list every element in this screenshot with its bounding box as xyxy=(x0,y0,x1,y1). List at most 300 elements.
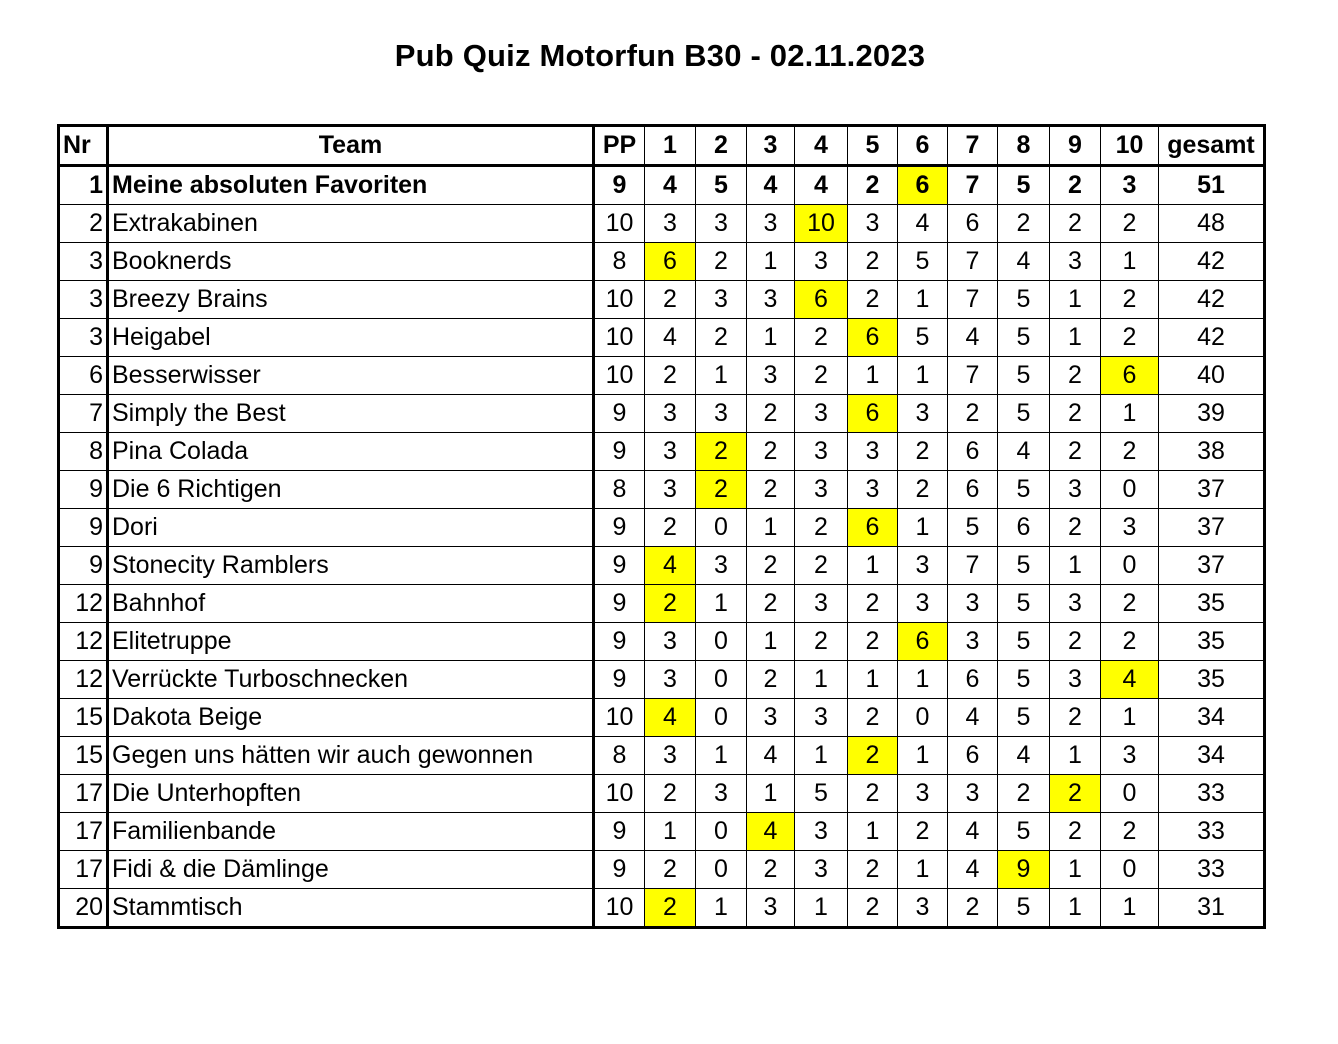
round-score-cell: 1 xyxy=(1050,319,1101,357)
table-row xyxy=(59,813,1265,851)
table-row xyxy=(59,737,1265,775)
round-score-cell: 2 xyxy=(848,737,898,775)
round-score-cell: 3 xyxy=(948,775,998,813)
round-score-cell: 2 xyxy=(1101,813,1159,851)
round-score-cell: 2 xyxy=(747,471,795,509)
round-score-cell: 1 xyxy=(898,661,948,699)
round-score-cell: 2 xyxy=(1050,395,1101,433)
round-score-cell: 1 xyxy=(898,357,948,395)
round-score-cell: 4 xyxy=(645,547,696,585)
pp-cell: 10 xyxy=(594,699,645,737)
table-row xyxy=(59,585,1265,623)
round-score-cell: 7 xyxy=(948,547,998,585)
round-score-cell: 1 xyxy=(898,509,948,547)
pp-cell: 8 xyxy=(594,471,645,509)
table-row xyxy=(59,547,1265,585)
round-score-cell: 1 xyxy=(1101,889,1159,928)
team-name-cell: Stonecity Ramblers xyxy=(108,547,594,585)
header-round-3: 3 xyxy=(747,126,795,166)
round-score-cell: 2 xyxy=(1050,509,1101,547)
round-score-cell: 6 xyxy=(898,166,948,205)
table-row xyxy=(59,509,1265,547)
team-name-cell: Besserwisser xyxy=(108,357,594,395)
round-score-cell: 2 xyxy=(795,509,848,547)
round-score-cell: 6 xyxy=(898,623,948,661)
pp-cell: 9 xyxy=(594,661,645,699)
round-score-cell: 3 xyxy=(747,889,795,928)
round-score-cell: 1 xyxy=(696,889,747,928)
round-score-cell: 4 xyxy=(645,699,696,737)
round-score-cell: 2 xyxy=(1050,813,1101,851)
round-score-cell: 1 xyxy=(848,813,898,851)
round-score-cell: 3 xyxy=(795,433,848,471)
table-row xyxy=(59,243,1265,281)
round-score-cell: 4 xyxy=(795,166,848,205)
round-score-cell: 6 xyxy=(1101,357,1159,395)
round-score-cell: 2 xyxy=(645,889,696,928)
round-score-cell: 6 xyxy=(948,737,998,775)
rank-cell: 17 xyxy=(59,813,108,851)
header-nr: Nr xyxy=(59,126,108,166)
round-score-cell: 2 xyxy=(696,433,747,471)
pp-cell: 10 xyxy=(594,319,645,357)
round-score-cell: 3 xyxy=(848,471,898,509)
round-score-cell: 2 xyxy=(1101,281,1159,319)
round-score-cell: 2 xyxy=(898,813,948,851)
round-score-cell: 3 xyxy=(848,205,898,243)
round-score-cell: 3 xyxy=(948,623,998,661)
table-row xyxy=(59,661,1265,699)
round-score-cell: 3 xyxy=(898,889,948,928)
round-score-cell: 5 xyxy=(696,166,747,205)
round-score-cell: 6 xyxy=(848,395,898,433)
round-score-cell: 5 xyxy=(998,661,1050,699)
round-score-cell: 3 xyxy=(747,357,795,395)
team-name-cell: Heigabel xyxy=(108,319,594,357)
pp-cell: 10 xyxy=(594,775,645,813)
round-score-cell: 3 xyxy=(898,775,948,813)
team-name-cell: Meine absoluten Favoriten xyxy=(108,166,594,205)
total-cell: 35 xyxy=(1159,585,1265,623)
round-score-cell: 4 xyxy=(645,319,696,357)
table-row xyxy=(59,319,1265,357)
round-score-cell: 1 xyxy=(795,737,848,775)
pp-cell: 10 xyxy=(594,889,645,928)
round-score-cell: 2 xyxy=(1050,166,1101,205)
round-score-cell: 2 xyxy=(948,395,998,433)
round-score-cell: 0 xyxy=(898,699,948,737)
team-name-cell: Stammtisch xyxy=(108,889,594,928)
round-score-cell: 3 xyxy=(645,471,696,509)
round-score-cell: 4 xyxy=(747,813,795,851)
total-cell: 42 xyxy=(1159,319,1265,357)
header-team: Team xyxy=(108,126,594,166)
round-score-cell: 1 xyxy=(696,737,747,775)
round-score-cell: 2 xyxy=(696,471,747,509)
round-score-cell: 4 xyxy=(948,813,998,851)
total-cell: 42 xyxy=(1159,243,1265,281)
round-score-cell: 0 xyxy=(1101,851,1159,889)
total-cell: 34 xyxy=(1159,699,1265,737)
team-name-cell: Verrückte Turboschnecken xyxy=(108,661,594,699)
pp-cell: 9 xyxy=(594,395,645,433)
rank-cell: 12 xyxy=(59,661,108,699)
round-score-cell: 1 xyxy=(747,319,795,357)
round-score-cell: 2 xyxy=(898,433,948,471)
round-score-cell: 1 xyxy=(747,509,795,547)
round-score-cell: 4 xyxy=(998,243,1050,281)
round-score-cell: 2 xyxy=(696,319,747,357)
total-cell: 48 xyxy=(1159,205,1265,243)
round-score-cell: 5 xyxy=(998,471,1050,509)
round-score-cell: 2 xyxy=(645,851,696,889)
round-score-cell: 2 xyxy=(795,623,848,661)
round-score-cell: 10 xyxy=(795,205,848,243)
round-score-cell: 3 xyxy=(795,471,848,509)
round-score-cell: 4 xyxy=(948,851,998,889)
round-score-cell: 1 xyxy=(795,661,848,699)
team-name-cell: Extrakabinen xyxy=(108,205,594,243)
round-score-cell: 2 xyxy=(1050,623,1101,661)
header-row xyxy=(59,126,1265,166)
round-score-cell: 6 xyxy=(948,661,998,699)
round-score-cell: 2 xyxy=(645,357,696,395)
round-score-cell: 0 xyxy=(696,699,747,737)
team-name-cell: Booknerds xyxy=(108,243,594,281)
round-score-cell: 1 xyxy=(898,737,948,775)
round-score-cell: 3 xyxy=(795,585,848,623)
total-cell: 33 xyxy=(1159,851,1265,889)
round-score-cell: 4 xyxy=(948,319,998,357)
round-score-cell: 0 xyxy=(696,509,747,547)
round-score-cell: 0 xyxy=(1101,471,1159,509)
round-score-cell: 3 xyxy=(747,205,795,243)
round-score-cell: 2 xyxy=(1101,319,1159,357)
round-score-cell: 3 xyxy=(795,243,848,281)
round-score-cell: 2 xyxy=(645,281,696,319)
rank-cell: 3 xyxy=(59,243,108,281)
total-cell: 31 xyxy=(1159,889,1265,928)
round-score-cell: 2 xyxy=(1050,433,1101,471)
rank-cell: 3 xyxy=(59,319,108,357)
header-round-4: 4 xyxy=(795,126,848,166)
table-row xyxy=(59,166,1265,205)
round-score-cell: 4 xyxy=(998,433,1050,471)
round-score-cell: 2 xyxy=(795,357,848,395)
round-score-cell: 4 xyxy=(747,737,795,775)
rank-cell: 20 xyxy=(59,889,108,928)
total-cell: 37 xyxy=(1159,509,1265,547)
round-score-cell: 2 xyxy=(1101,623,1159,661)
round-score-cell: 0 xyxy=(696,851,747,889)
round-score-cell: 3 xyxy=(645,433,696,471)
team-name-cell: Dakota Beige xyxy=(108,699,594,737)
round-score-cell: 1 xyxy=(1050,889,1101,928)
round-score-cell: 3 xyxy=(1101,166,1159,205)
round-score-cell: 6 xyxy=(848,319,898,357)
header-round-10: 10 xyxy=(1101,126,1159,166)
round-score-cell: 2 xyxy=(747,433,795,471)
total-cell: 38 xyxy=(1159,433,1265,471)
table-row xyxy=(59,471,1265,509)
round-score-cell: 5 xyxy=(898,243,948,281)
header-round-8: 8 xyxy=(998,126,1050,166)
round-score-cell: 2 xyxy=(747,585,795,623)
rank-cell: 1 xyxy=(59,166,108,205)
team-name-cell: Dori xyxy=(108,509,594,547)
round-score-cell: 3 xyxy=(1101,509,1159,547)
round-score-cell: 1 xyxy=(696,585,747,623)
round-score-cell: 2 xyxy=(1101,585,1159,623)
total-cell: 35 xyxy=(1159,623,1265,661)
rank-cell: 9 xyxy=(59,509,108,547)
round-score-cell: 1 xyxy=(848,357,898,395)
round-score-cell: 3 xyxy=(645,661,696,699)
round-score-cell: 5 xyxy=(898,319,948,357)
round-score-cell: 3 xyxy=(1050,243,1101,281)
rank-cell: 3 xyxy=(59,281,108,319)
pp-cell: 9 xyxy=(594,851,645,889)
round-score-cell: 2 xyxy=(747,661,795,699)
round-score-cell: 3 xyxy=(898,547,948,585)
round-score-cell: 7 xyxy=(948,357,998,395)
round-score-cell: 5 xyxy=(998,585,1050,623)
round-score-cell: 3 xyxy=(898,395,948,433)
round-score-cell: 0 xyxy=(696,661,747,699)
round-score-cell: 5 xyxy=(998,319,1050,357)
table-row xyxy=(59,433,1265,471)
rank-cell: 15 xyxy=(59,699,108,737)
round-score-cell: 2 xyxy=(645,585,696,623)
round-score-cell: 3 xyxy=(696,281,747,319)
team-name-cell: Breezy Brains xyxy=(108,281,594,319)
pp-cell: 8 xyxy=(594,243,645,281)
rank-cell: 9 xyxy=(59,547,108,585)
round-score-cell: 5 xyxy=(998,699,1050,737)
round-score-cell: 2 xyxy=(848,775,898,813)
round-score-cell: 4 xyxy=(948,699,998,737)
round-score-cell: 3 xyxy=(747,699,795,737)
round-score-cell: 6 xyxy=(948,433,998,471)
total-cell: 34 xyxy=(1159,737,1265,775)
round-score-cell: 2 xyxy=(998,205,1050,243)
round-score-cell: 3 xyxy=(645,395,696,433)
round-score-cell: 5 xyxy=(948,509,998,547)
round-score-cell: 2 xyxy=(645,775,696,813)
round-score-cell: 5 xyxy=(998,889,1050,928)
header-round-2: 2 xyxy=(696,126,747,166)
pp-cell: 8 xyxy=(594,737,645,775)
round-score-cell: 1 xyxy=(898,851,948,889)
team-name-cell: Die Unterhopften xyxy=(108,775,594,813)
round-score-cell: 2 xyxy=(848,243,898,281)
round-score-cell: 2 xyxy=(848,166,898,205)
total-cell: 51 xyxy=(1159,166,1265,205)
round-score-cell: 1 xyxy=(747,623,795,661)
round-score-cell: 2 xyxy=(795,319,848,357)
round-score-cell: 5 xyxy=(998,166,1050,205)
results-table xyxy=(57,124,1266,929)
round-score-cell: 3 xyxy=(696,547,747,585)
round-score-cell: 2 xyxy=(848,585,898,623)
pp-cell: 9 xyxy=(594,585,645,623)
round-score-cell: 3 xyxy=(1050,471,1101,509)
total-cell: 33 xyxy=(1159,775,1265,813)
table-row xyxy=(59,699,1265,737)
round-score-cell: 2 xyxy=(1101,433,1159,471)
round-score-cell: 3 xyxy=(948,585,998,623)
total-cell: 40 xyxy=(1159,357,1265,395)
page-title: Pub Quiz Motorfun B30 - 02.11.2023 xyxy=(394,38,926,73)
pp-cell: 9 xyxy=(594,623,645,661)
round-score-cell: 2 xyxy=(1050,775,1101,813)
rank-cell: 12 xyxy=(59,585,108,623)
total-cell: 39 xyxy=(1159,395,1265,433)
table-row xyxy=(59,395,1265,433)
round-score-cell: 2 xyxy=(696,243,747,281)
header-round-9: 9 xyxy=(1050,126,1101,166)
round-score-cell: 9 xyxy=(998,851,1050,889)
table-row xyxy=(59,205,1265,243)
round-score-cell: 5 xyxy=(998,623,1050,661)
round-score-cell: 2 xyxy=(948,889,998,928)
round-score-cell: 2 xyxy=(795,547,848,585)
round-score-cell: 4 xyxy=(898,205,948,243)
round-score-cell: 3 xyxy=(848,433,898,471)
round-score-cell: 3 xyxy=(696,775,747,813)
pp-cell: 9 xyxy=(594,166,645,205)
round-score-cell: 2 xyxy=(1050,357,1101,395)
round-score-cell: 2 xyxy=(848,281,898,319)
table-row xyxy=(59,889,1265,928)
table-row xyxy=(59,357,1265,395)
round-score-cell: 1 xyxy=(848,547,898,585)
round-score-cell: 3 xyxy=(696,205,747,243)
round-score-cell: 2 xyxy=(898,471,948,509)
team-name-cell: Fidi & die Dämlinge xyxy=(108,851,594,889)
round-score-cell: 6 xyxy=(948,471,998,509)
pp-cell: 10 xyxy=(594,357,645,395)
round-score-cell: 6 xyxy=(998,509,1050,547)
total-cell: 37 xyxy=(1159,471,1265,509)
total-cell: 37 xyxy=(1159,547,1265,585)
team-name-cell: Bahnhof xyxy=(108,585,594,623)
round-score-cell: 3 xyxy=(795,851,848,889)
round-score-cell: 3 xyxy=(645,205,696,243)
total-cell: 42 xyxy=(1159,281,1265,319)
round-score-cell: 3 xyxy=(645,623,696,661)
pp-cell: 9 xyxy=(594,547,645,585)
round-score-cell: 6 xyxy=(795,281,848,319)
table-row xyxy=(59,623,1265,661)
rank-cell: 7 xyxy=(59,395,108,433)
round-score-cell: 3 xyxy=(1101,737,1159,775)
round-score-cell: 1 xyxy=(696,357,747,395)
round-score-cell: 1 xyxy=(1050,281,1101,319)
team-name-cell: Die 6 Richtigen xyxy=(108,471,594,509)
header-pp: PP xyxy=(594,126,645,166)
round-score-cell: 2 xyxy=(998,775,1050,813)
team-name-cell: Elitetruppe xyxy=(108,623,594,661)
team-name-cell: Familienbande xyxy=(108,813,594,851)
total-cell: 33 xyxy=(1159,813,1265,851)
round-score-cell: 1 xyxy=(795,889,848,928)
round-score-cell: 3 xyxy=(898,585,948,623)
team-name-cell: Pina Colada xyxy=(108,433,594,471)
round-score-cell: 2 xyxy=(1050,205,1101,243)
round-score-cell: 0 xyxy=(696,813,747,851)
round-score-cell: 3 xyxy=(1050,661,1101,699)
rank-cell: 17 xyxy=(59,851,108,889)
round-score-cell: 3 xyxy=(795,699,848,737)
round-score-cell: 1 xyxy=(645,813,696,851)
round-score-cell: 1 xyxy=(1050,851,1101,889)
table-row xyxy=(59,281,1265,319)
pp-cell: 9 xyxy=(594,813,645,851)
round-score-cell: 3 xyxy=(1050,585,1101,623)
round-score-cell: 3 xyxy=(747,281,795,319)
round-score-cell: 4 xyxy=(747,166,795,205)
round-score-cell: 3 xyxy=(795,395,848,433)
header-total: gesamt xyxy=(1159,126,1265,166)
round-score-cell: 2 xyxy=(1050,699,1101,737)
header-round-6: 6 xyxy=(898,126,948,166)
round-score-cell: 3 xyxy=(795,813,848,851)
round-score-cell: 2 xyxy=(747,851,795,889)
round-score-cell: 7 xyxy=(948,281,998,319)
round-score-cell: 3 xyxy=(645,737,696,775)
rank-cell: 2 xyxy=(59,205,108,243)
round-score-cell: 5 xyxy=(998,395,1050,433)
round-score-cell: 7 xyxy=(948,243,998,281)
round-score-cell: 0 xyxy=(1101,775,1159,813)
round-score-cell: 3 xyxy=(696,395,747,433)
round-score-cell: 2 xyxy=(1101,205,1159,243)
round-score-cell: 6 xyxy=(948,205,998,243)
round-score-cell: 7 xyxy=(948,166,998,205)
header-round-7: 7 xyxy=(948,126,998,166)
pp-cell: 10 xyxy=(594,205,645,243)
round-score-cell: 6 xyxy=(645,243,696,281)
round-score-cell: 4 xyxy=(1101,661,1159,699)
round-score-cell: 5 xyxy=(998,813,1050,851)
table-row xyxy=(59,775,1265,813)
round-score-cell: 2 xyxy=(747,547,795,585)
round-score-cell: 4 xyxy=(645,166,696,205)
rank-cell: 15 xyxy=(59,737,108,775)
team-name-cell: Gegen uns hätten wir auch gewonnen xyxy=(108,737,594,775)
round-score-cell: 1 xyxy=(747,775,795,813)
round-score-cell: 1 xyxy=(898,281,948,319)
rank-cell: 8 xyxy=(59,433,108,471)
round-score-cell: 4 xyxy=(998,737,1050,775)
round-score-cell: 2 xyxy=(848,851,898,889)
rank-cell: 17 xyxy=(59,775,108,813)
round-score-cell: 6 xyxy=(848,509,898,547)
pp-cell: 10 xyxy=(594,281,645,319)
rank-cell: 6 xyxy=(59,357,108,395)
pp-cell: 9 xyxy=(594,433,645,471)
round-score-cell: 1 xyxy=(1101,243,1159,281)
round-score-cell: 2 xyxy=(645,509,696,547)
round-score-cell: 5 xyxy=(998,281,1050,319)
round-score-cell: 5 xyxy=(795,775,848,813)
round-score-cell: 0 xyxy=(696,623,747,661)
round-score-cell: 2 xyxy=(848,699,898,737)
round-score-cell: 5 xyxy=(998,547,1050,585)
round-score-cell: 1 xyxy=(1050,547,1101,585)
team-name-cell: Simply the Best xyxy=(108,395,594,433)
